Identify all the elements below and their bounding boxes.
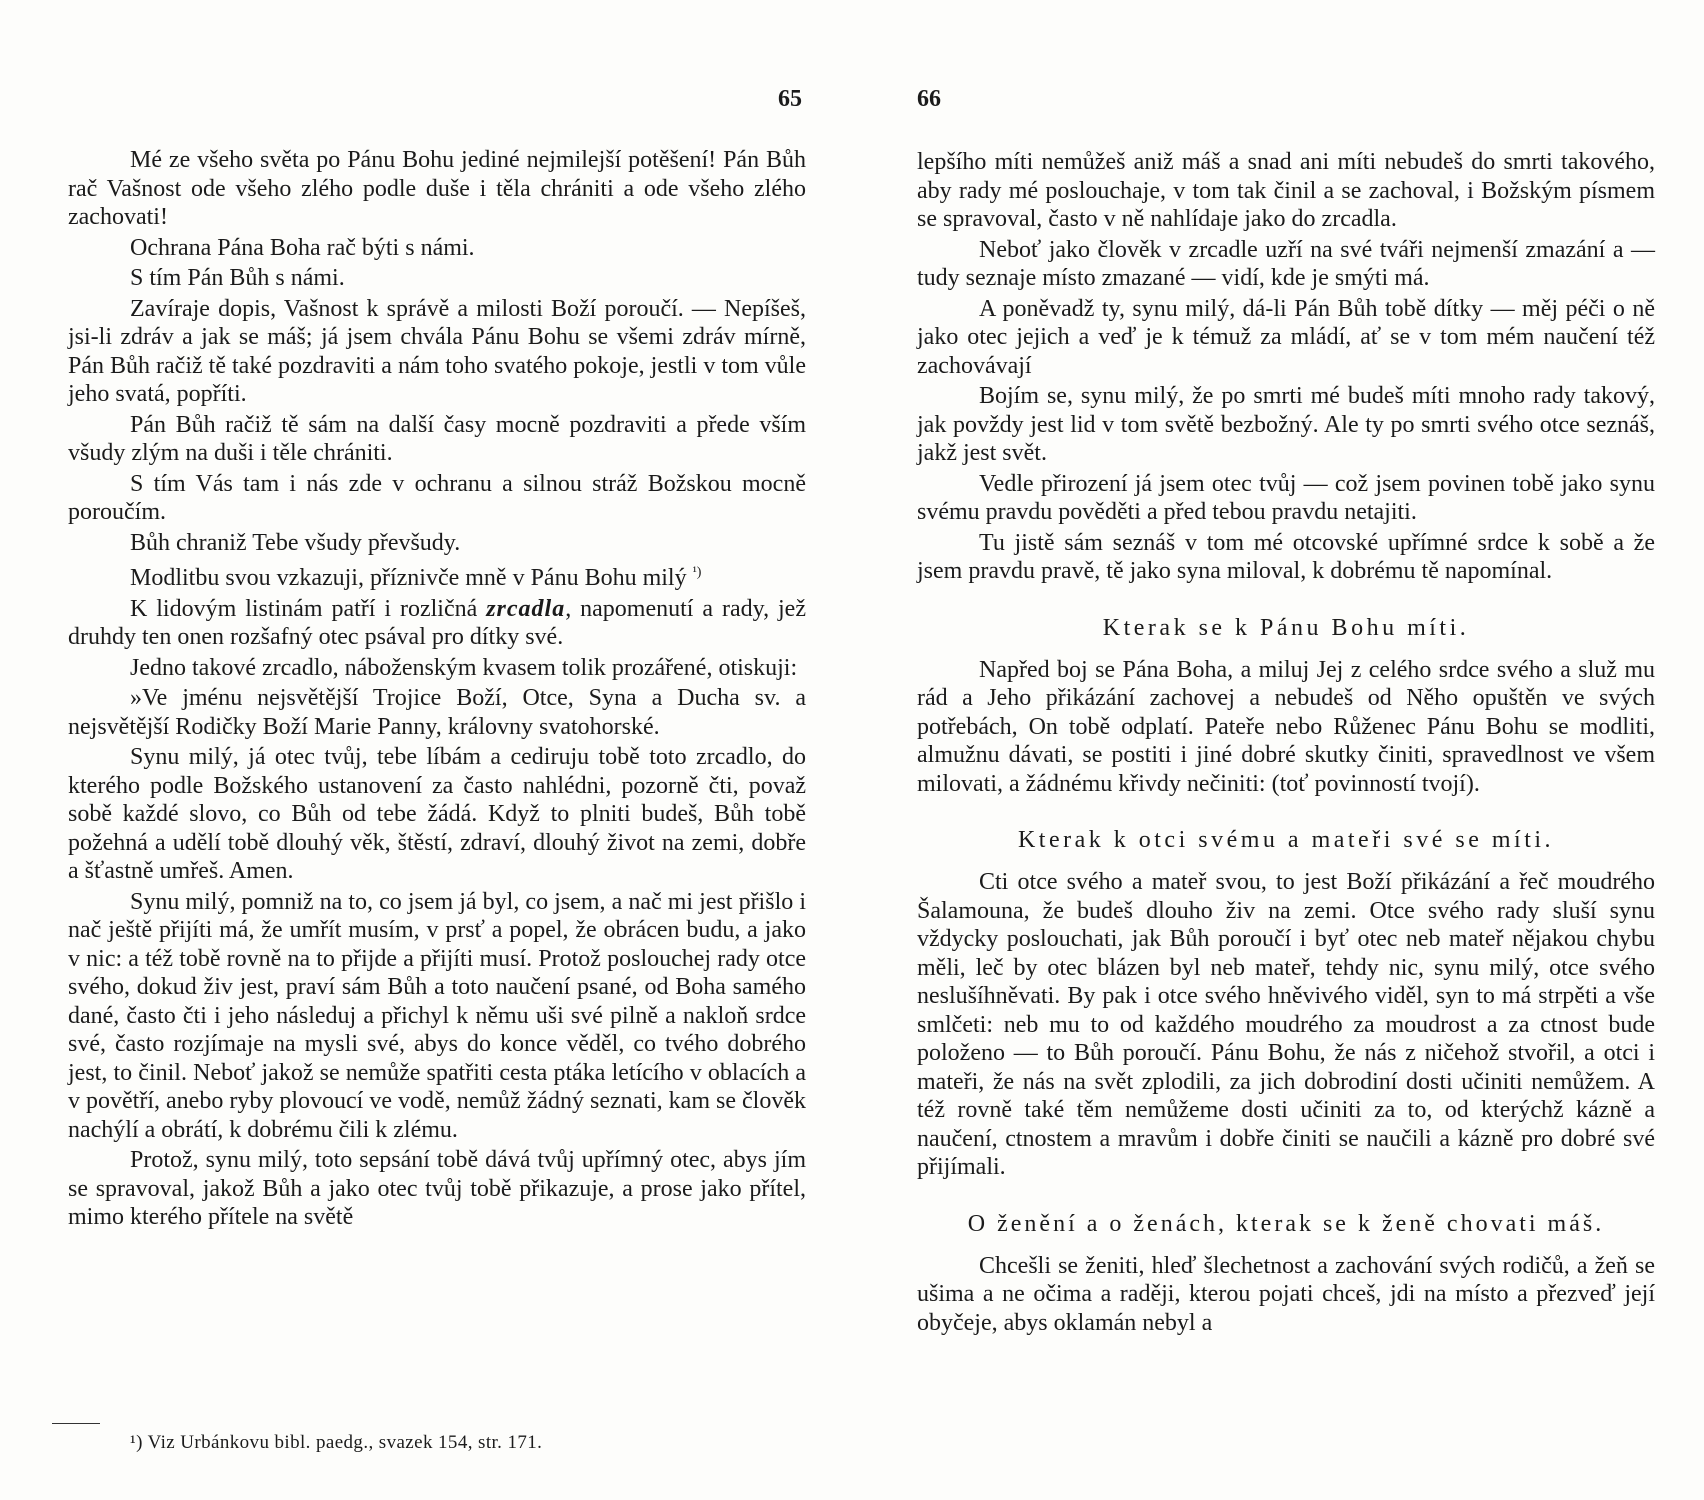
page-number: 66 (917, 86, 941, 112)
emphasis-word: zrcadla (486, 595, 566, 622)
paragraph: Zavíraje dopis, Vašnost k správě a milosti Boží poroučí. — Nepíšeš, jsi-li zdráv a jak se máš; já jsem chvála Pánu Bohu se všemi zdráv mírně, Pán Bůh račiž tě také pozdraviti a nám toho svatého pokoje, jestli v tom vůle jeho svatá, popříti. (68, 295, 806, 407)
section-heading: O ženění a o ženách, kterak se k ženě chovati máš. (967, 1210, 1605, 1237)
footnote: ¹) Viz Urbánkovu bibl. paedg., svazek 154, str. 171. (130, 1432, 543, 1453)
footnote-marker: ¹) (692, 565, 702, 580)
section-heading: Kterak se k Pánu Bohu míti. (1102, 614, 1470, 641)
paragraph: S tím Vás tam i nás zde v ochranu a silnou stráž Božskou mocně poroučím. (68, 470, 806, 525)
paragraph-text: , napomenutí a rady, jež druhdy ten onen rozšafný otec psával pro dítky své. (68, 595, 806, 650)
paragraph: Mé ze všeho světa po Pánu Bohu jediné nejmilejší potěšení! Pán Bůh rač Vašnost ode všeho zlého podle duše i těla chrániti a ode všeho zlého zachovati! (68, 147, 806, 230)
paragraph: Tu jistě sám seznáš v tom mé otcovské upřímné srdce k sobě a že jsem pravdu pravě, tě jako syna miloval, k dobrému tě napomínal. (917, 529, 1655, 584)
paragraph: Napřed boj se Pána Boha, a miluj Jej z celého srdce svého a služ mu rád a Jeho přikázání zachovej a nebudeš od Něho opuštěn ve svých potřebách, On tobě odplatí. Pateře nebo Růženec Pánu Bohu se modliti, almužnu dávati, se postiti i jiné dobré skutky činiti, spravedlnost ve všem milovati, a žádnému křivdy nečiniti: (toť povinností tvojí). (917, 656, 1655, 797)
paragraph: Vedle přirození já jsem otec tvůj — což jsem povinen tobě jako synu svému pravdu pověděti a před tebou pravdu netajiti. (917, 470, 1655, 525)
footnote-rule (52, 1423, 100, 1424)
paragraph: Protož, synu milý, toto sepsání tobě dává tvůj upřímný otec, abys jím se spravoval, jakož Bůh a jako otec tvůj tobě přikazuje, a prose jako přítel, mimo kterého přítele na světě (68, 1147, 806, 1230)
left-text-column (68, 146, 806, 1234)
paragraph (68, 559, 806, 593)
paragraph: Bojím se, synu milý, že po smrti mé budeš míti mnoho rady takový, jak povždy jest lid v tom světě bezbožný. Ale ty po smrti svého otce seznáš, jakž jest svět. (917, 383, 1655, 466)
right-page (852, 0, 1704, 1500)
paragraph (68, 595, 806, 652)
paragraph: Ochrana Pána Boha rač býti s námi. (130, 234, 475, 261)
paragraph: lepšího míti nemůžeš aniž máš a snad ani míti nebudeš do smrti takového, aby rady mé poslouchaje, v tom tak činil a se zachoval, i Božským písmem se spravoval, často v ně nahlídaje jako do zrcadla. (917, 149, 1655, 232)
right-text-column (917, 148, 1655, 1339)
paragraph: Synu milý, já otec tvůj, tebe líbám a cediruju tobě toto zrcadlo, do kterého podle Božského ustanovení za často nahlédni, pozorně čti, považ sobě každé slovo, co Bůh od tebe žádá. Když to plniti budeš, Bůh tobě požehná a udělí tobě dlouhý věk, štěstí, zdraví, dlouhý život na zemi, dobře a šťastně umřeš. Amen. (68, 744, 806, 884)
paragraph: Chcešli se ženiti, hleď šlechetnost a zachování svých rodičů, a žeň se ušima a ne očima a raději, kterou pojati chceš, jdi na místo a přezveď její obyčeje, abys oklamán nebyl a (917, 1252, 1655, 1336)
paragraph-text: Modlitbu svou vzkazuji, příznivče mně v Pánu Bohu milý (130, 565, 687, 591)
section-heading: Kterak k otci svému a mateři své se míti. (1017, 827, 1555, 853)
paragraph-text: K lidovým listinám patří i rozličná (130, 595, 478, 622)
paragraph: Jedno takové zrcadlo, náboženským kvasem tolik prozářené, otiskuji: (130, 654, 798, 681)
paragraph: Neboť jako člověk v zrcadle uzří na své tváři nejmenší zmazání a — tudy seznaje místo zmazané — vidí, kde je smýti má. (917, 236, 1655, 291)
paragraph: Synu milý, pomniž na to, co jsem já byl, co jsem, a nač mi jest přišlo i nač ještě přijíti má, že umřít musím, v prsť a popel, že obrácen budu, a jako v nic: a též tobě rovně na to přijde a přijíti musí. Protož poslouchej rady otce svého, dokud živ jest, praví sám Bůh a toto naučení psané, od Boha samého dané, často čti i jeho následuj a přichyl k němu uši své pilně a nakloň srdce své, často rozjímaje na mysli své, abys do konce věděl, co tvého dobrého jest, to činil. Neboť jakož se nemůže spatřiti cesta ptáka letícího v oblacích a v povětří, anebo ryby plovoucí ve vodě, nemůž žádný seznati, kam se člověk nachýlí a obrátí, k dobrému čili k zlému. (68, 888, 806, 1143)
paragraph: Cti otce svého a mateř svou, to jest Boží přikázání a řeč moudrého Šalamouna, že budeš dlouho živ na zemi. Otce svého rady sluší synu vždycky poslouchati, jak Bůh poroučí i byť otec neb mateř nějakou chybu měli, leč by otec blázen byl neb mateř, tehdy nic, synu milý, otce svého neslušíhněvati. By pak i otce svého hněvivého viděl, syn to má strpěti a vše smlčeti: neb mu to od každého moudrého za moudrost a za ctnost bude položeno — to Bůh poroučí. Pánu Bohu, že nás z ničehož stvořil, a otci i mateři, že nás na svět zplodili, za jich dobrodiní dosti učiniti nemůžem. A též rovně také těm nemůžeme dosti učiniti za to, od kterýchž kázně a naučení, ctnostem a mravům i dobře činiti se naučili a kázně pro dobré své přijímali. (917, 869, 1655, 1180)
paragraph: »Ve jménu nejsvětější Trojice Boží, Otce, Syna a Ducha sv. a nejsvětější Rodičky Boží Marie Panny, královny svatohorské. (68, 685, 806, 740)
paragraph: Bůh chraniž Tebe všudy převšudy. (130, 529, 461, 556)
paragraph: S tím Pán Bůh s námi. (130, 265, 345, 291)
page-number: 65 (778, 86, 802, 112)
paragraph: A poněvadž ty, synu milý, dá-li Pán Bůh tobě dítky — měj péči o ně jako otec jejich a veď je k témuž za mládí, ať se v tom mém naučení též zachovávají (917, 295, 1655, 379)
paragraph: Pán Bůh račiž tě sám na další časy mocně pozdraviti a přede vším všudy zlým na duši i těle chrániti. (68, 411, 806, 466)
